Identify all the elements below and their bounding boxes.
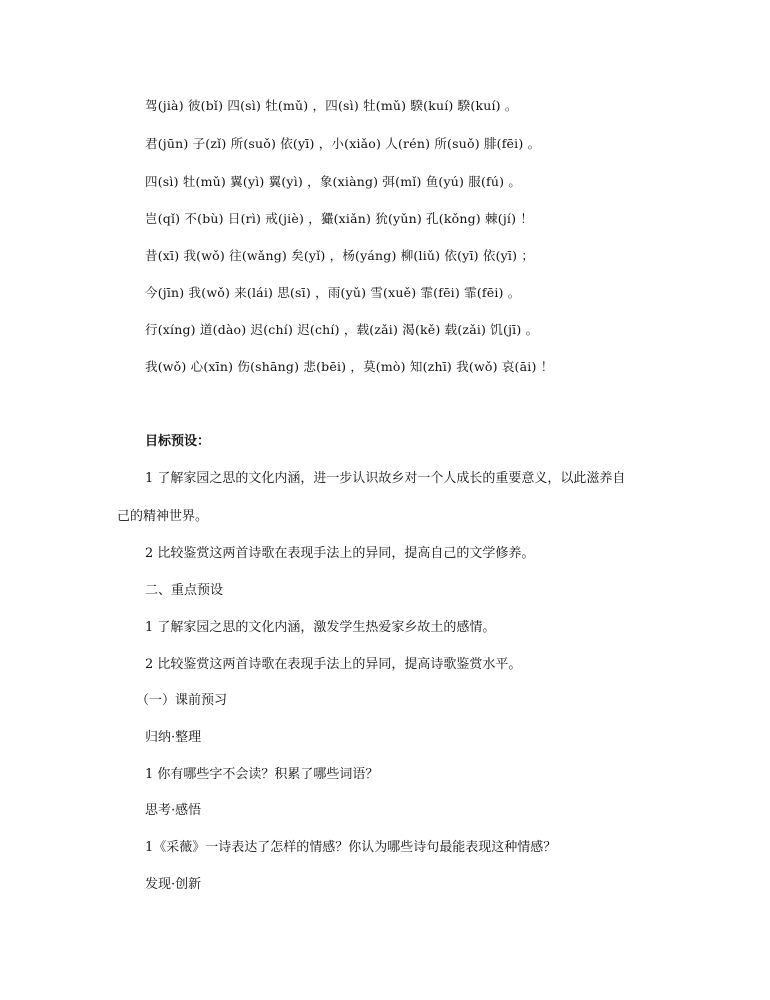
question-1: 1 你有哪些字不会读？积累了哪些词语？ (145, 767, 379, 782)
section-title-reflection: 思考·感悟 (145, 803, 202, 818)
poem-line: 驾(jià) 彼(bǐ) 四(sì) 牡(mǔ) ，四(sì) 牡(mǔ) 騤(kuí) 騤(kuí) 。 (145, 98, 518, 113)
goal-item-1-continued: 己的精神世界。 (117, 509, 209, 524)
poem-line: 岂(qǐ) 不(bù) 日(rì) 戒(jiè) ，玁(xiǎn) 狁(yǔn) 孔(kǒng) 棘(jí) ！ (145, 211, 534, 226)
goal-item-1: 1 了解家园之思的文化内涵，进一步认识故乡对一个人成长的重要意义，以此滋养自 (145, 471, 626, 486)
poem-line: 昔(xī) 我(wǒ) 往(wǎng) 矣(yǐ) ，杨(yáng) 柳(liǔ) 依(yī) 依(yī) ； (145, 248, 535, 263)
focus-heading: 二、重点预设 (145, 583, 224, 598)
poem-line: 君(jūn) 子(zǐ) 所(suǒ) 依(yī) ，小(xiǎo) 人(rén) 所(suǒ) 腓(fēi) 。 (145, 136, 541, 151)
poem-line: 四(sì) 牡(mǔ) 翼(yì) 翼(yì) ，象(xiàng) 弭(mǐ) 鱼(yú) 服(fú) 。 (145, 174, 522, 189)
goal-item-2: 2 比较鉴赏这两首诗歌在表现手法上的异同，提高自己的文学修养。 (145, 546, 535, 561)
poem-line: 行(xíng) 道(dào) 迟(chí) 迟(chí) ，载(zǎi) 渴(kě) 载(zǎi) 饥(jī) 。 (145, 322, 539, 337)
preview-heading: （一）课前预习 (136, 693, 228, 708)
question-2: 1《采薇》一诗表达了怎样的情感？你认为哪些诗句最能表现这种情感？ (145, 840, 557, 855)
focus-item-2: 2 比较鉴赏这两首诗歌在表现手法上的异同，提高诗歌鉴赏水平。 (145, 657, 522, 672)
poem-line: 我(wǒ) 心(xīn) 伤(shāng) 悲(bēi) ，莫(mò) 知(zhī) 我(wǒ) 哀(āi) ！ (145, 359, 554, 374)
poem-line: 今(jīn) 我(wǒ) 来(lái) 思(sī) ，雨(yǔ) 雪(xuě) 霏(fēi) 霏(fēi) 。 (145, 285, 521, 300)
section-title-summary: 归纳·整理 (145, 730, 202, 745)
goals-heading: 目标预设： (145, 434, 211, 449)
focus-item-1: 1 了解家园之思的文化内涵，激发学生热爱家乡故土的感情。 (145, 620, 496, 635)
section-title-discovery: 发现·创新 (145, 877, 202, 892)
